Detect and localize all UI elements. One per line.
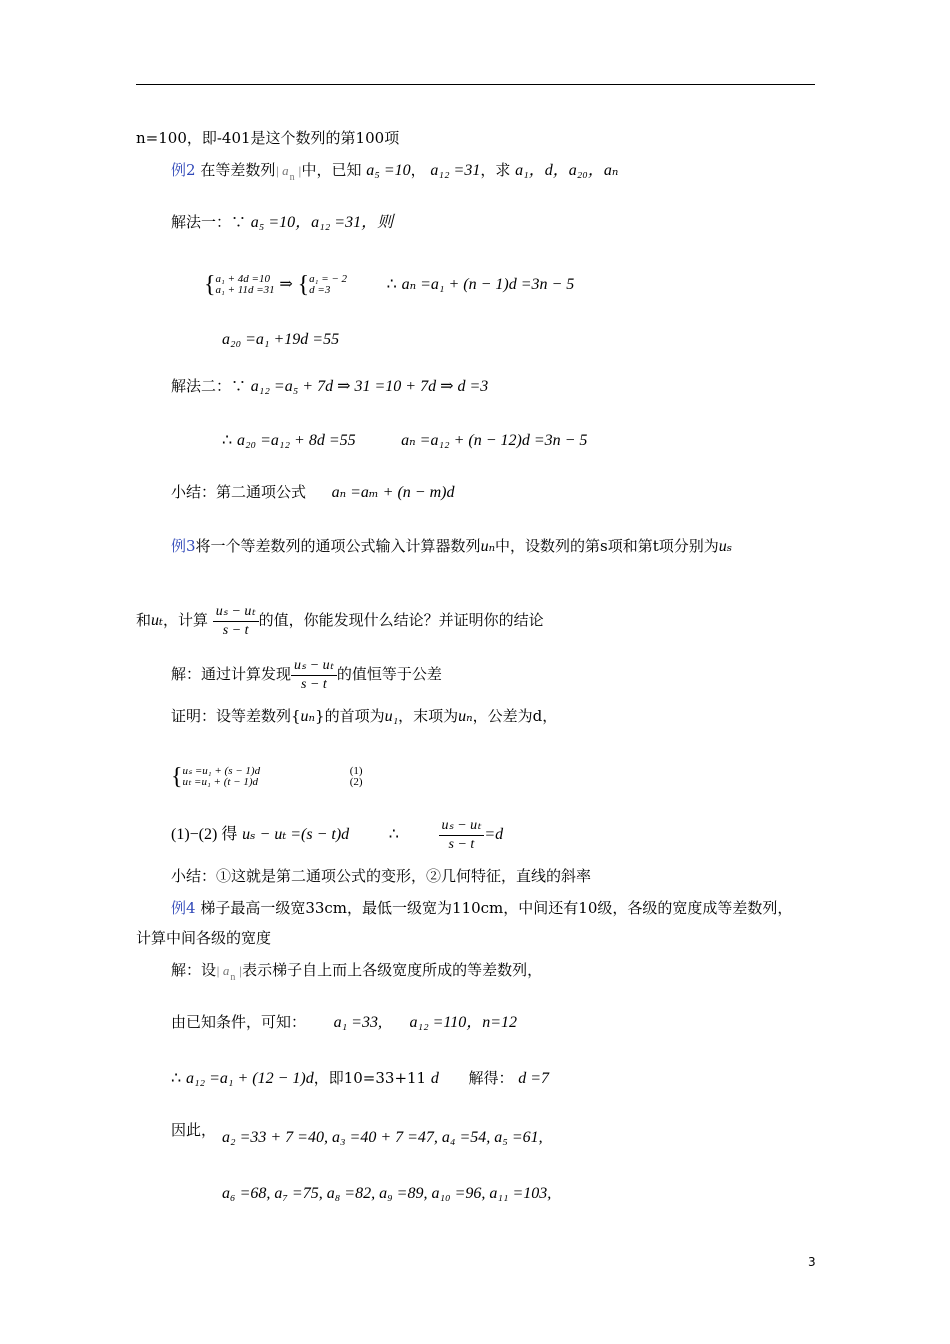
example-2-label: 例2 — [171, 161, 196, 179]
example-4-line: 例4 梯子最高一级宽33cm，最低一级宽为110cm，中间还有10级，各级的宽度成等差数列， — [171, 899, 793, 917]
method-2-result: ∴ a₂₀ =a₁₂ + 8d =55 aₙ =a₁₂ + (n − 12)d =3n − 5 — [222, 432, 588, 449]
solution-4-equation: ∴ a₁₂ =a₁ + (12 − 1)d，即10=33+11 d 解得： d =7 — [171, 1069, 550, 1087]
solution-4-intro: 解：设| $a_n$ |表示梯子自上而上各级宽度所成的等差数列， — [171, 961, 543, 983]
method-1-a20: a₂₀ =a₁ +19d =55 — [222, 331, 340, 348]
example-3-line: 例3将一个等差数列的通项公式输入计算器数列uₙ中，设数列的第s项和第t项分别为uₛ — [171, 537, 733, 555]
example-3-label: 例3 — [171, 537, 196, 555]
summary-1: 小结：第二通项公式 aₙ =aₘ + (n − m)d — [171, 483, 455, 501]
page-number: 3 — [808, 1255, 816, 1269]
method-1-system: { a₁ + 4d =10 a₁ + 11d =31 ⇒ { a₁ = − 2 d =3 ∴ aₙ =a₁ + (n − 1)d =3n − 5 — [204, 272, 575, 298]
line-n100: n=100，即-401是这个数列的第100项 — [136, 129, 400, 147]
header-rule — [136, 84, 815, 85]
proof-intro: 证明：设等差数列{uₙ}的首项为u₁，末项为uₙ，公差为d， — [171, 707, 558, 725]
solution-4-row-1: a₂ =33 + 7 =40, a₃ =40 + 7 =47, a₄ =54, a₅ =61, — [222, 1129, 543, 1146]
solution-4-conditions: 由已知条件，可知： a₁ =33, a₁₂ =110，n=12 — [171, 1013, 518, 1031]
example-4-line-2: 计算中间各级的宽度 — [136, 929, 272, 947]
solution-3: 解：通过计算发现 $\frac{\text{uₛ − uₜ}}{s - t}$ 的值恒等于公差 — [171, 657, 442, 692]
method-1-given: 解法一：∵ a₅ =10，a₁₂ =31，则 — [171, 213, 394, 231]
example-4-label: 例4 — [171, 899, 196, 917]
fraction-us-ut: $\frac{\text{uₛ − uₜ}}{s - t}$ — [213, 603, 259, 640]
example-3-line-2: 和uₜ，计算 $\frac{\text{uₛ − uₜ}}{s - t}$ 的值，你能发现什么结论？并证明你的结论 — [136, 603, 544, 638]
sequence-an: | $a_n$ | — [275, 163, 302, 183]
solution-4-hence: 因此， — [171, 1121, 217, 1139]
proof-derivation: (1)−(2) 得 uₛ − uₜ =(s − t)d ∴ $\frac{\text{uₛ − uₜ}}{s - t}$ =d — [171, 817, 504, 852]
method-2-line: 解法二：∵ a₁₂ =a₅ + 7d ⇒ 31 =10 + 7d ⇒ d =3 — [171, 377, 489, 395]
solution-4-row-2: a₆ =68, a₇ =75, a₈ =82, a₉ =89, a₁₀ =96, a₁₁ =103, — [222, 1185, 552, 1202]
proof-system: { uₛ =u₁ + (s − 1)d (1) uₜ =u₁ + (t − 1)d (2) — [171, 764, 363, 790]
example-2-line: 例2 在等差数列| $a_n$ |中，已知 a₅ =10， a₁₂ =31，求 a₁，d，a₂₀，aₙ — [171, 161, 619, 183]
summary-2: 小结：①这就是第二通项公式的变形，②几何特征，直线的斜率 — [171, 867, 592, 885]
